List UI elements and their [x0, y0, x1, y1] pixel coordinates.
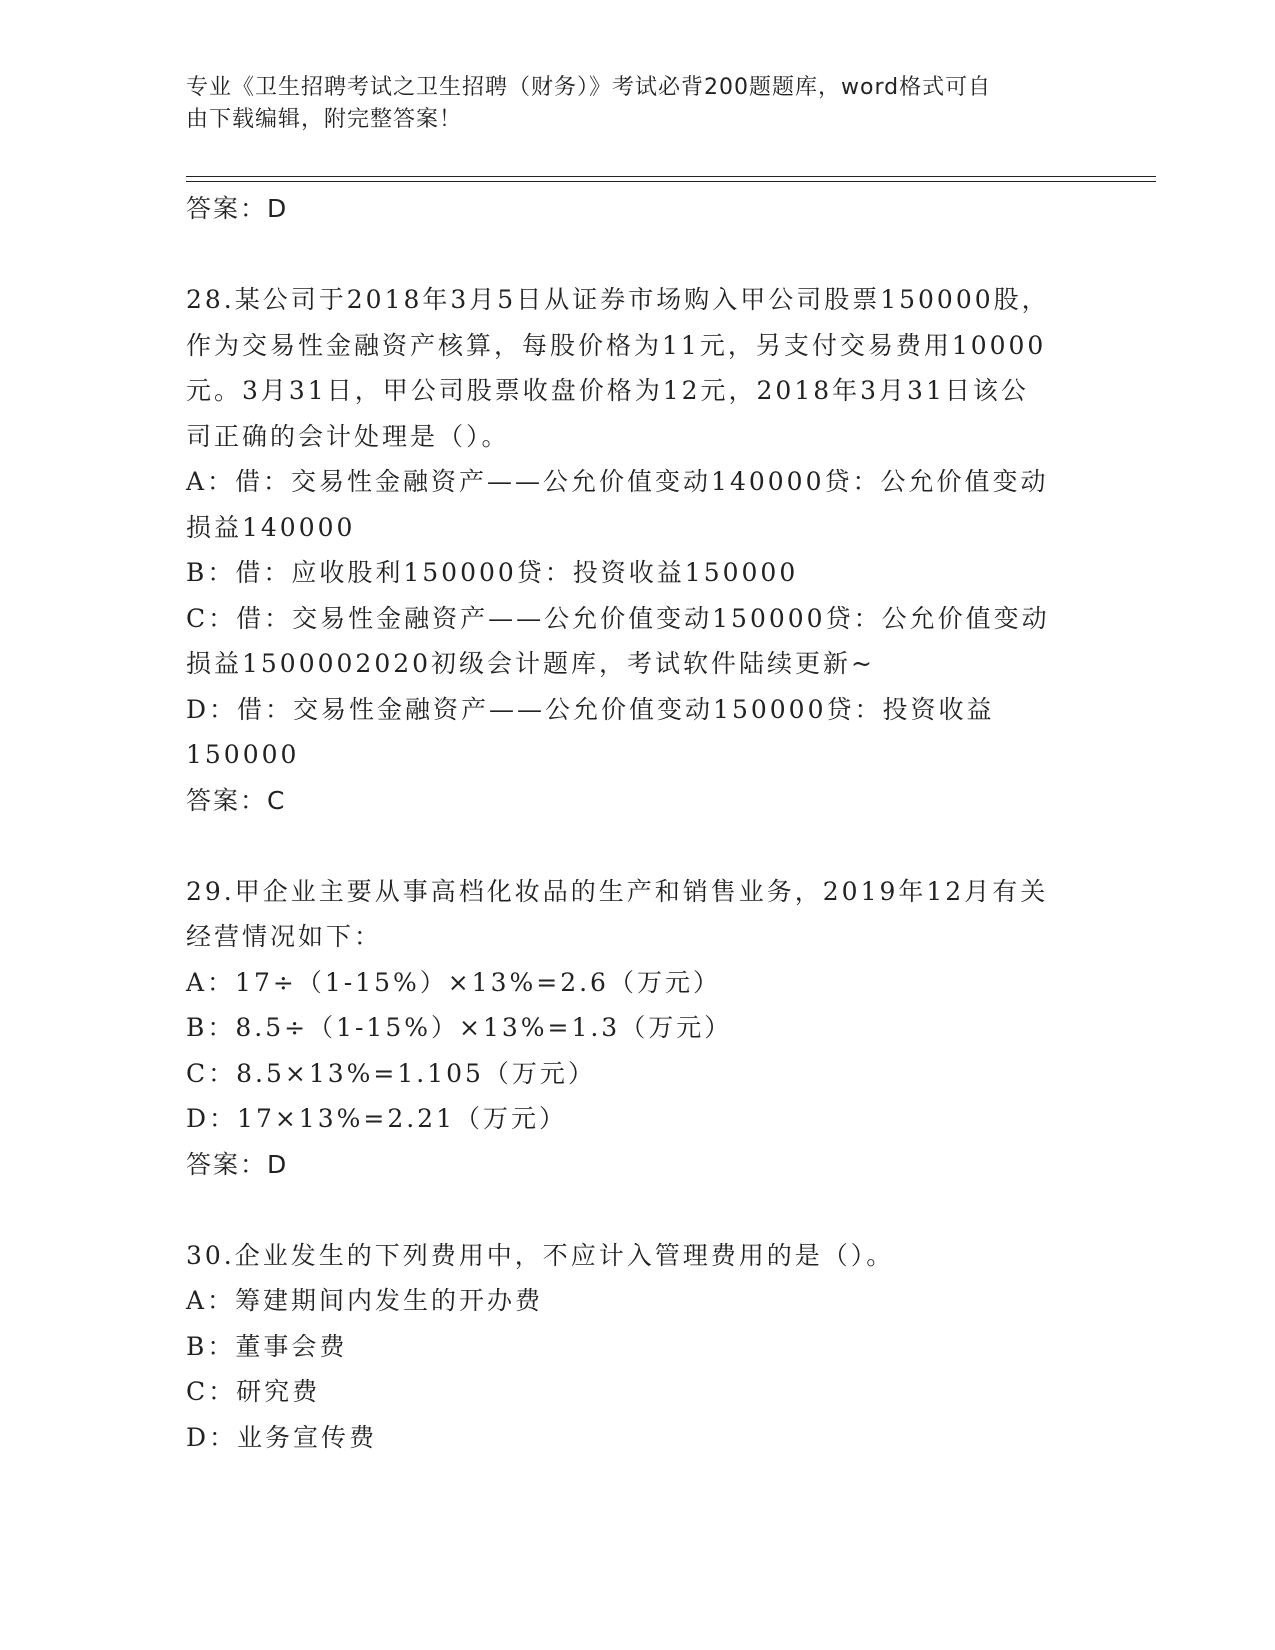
header-rule-top: [186, 176, 1156, 177]
question-29-stem-line: 经营情况如下：: [186, 922, 383, 951]
question-28: [186, 277, 1086, 823]
question-28-stem-line: 元。3月31日，甲公司股票收盘价格为12元，2018年3月31日该公: [186, 376, 1029, 405]
question-29-option-c: C：8.5×13%=1.105（万元）: [186, 1058, 596, 1088]
question-28-stem-line: 作为交易性金融资产核算，每股价格为11元，另支付交易费用10000: [186, 330, 1047, 360]
question-29-answer: 答案：D: [186, 1149, 289, 1179]
question-28-answer: 答案：C: [186, 785, 287, 815]
question-30-option-b: B：董事会费: [186, 1331, 348, 1361]
question-29-stem-line: 29.甲企业主要从事高档化妆品的生产和销售业务，2019年12月有关: [186, 876, 1049, 906]
question-30: [186, 1233, 1086, 1461]
question-28-option-d-cont: 150000: [186, 740, 300, 769]
answer-previous: 答案：D: [186, 194, 289, 223]
question-30-option-c: C：研究费: [186, 1377, 321, 1406]
question-30-option-a: A：筹建期间内发生的开办费: [186, 1286, 544, 1315]
question-content: [186, 186, 1086, 1460]
question-28-stem-line: 28.某公司于2018年3月5日从证券市场购入甲公司股票150000股，: [186, 285, 1050, 314]
question-28-option-b: B：借：应收股利150000贷：投资收益150000: [186, 558, 799, 587]
question-28-option-c-cont: 损益1500002020初级会计题库，考试软件陆续更新~: [186, 649, 876, 678]
spacer: [186, 232, 1086, 278]
spacer: [186, 1187, 1086, 1233]
question-28-option-a-cont: 损益140000: [186, 512, 356, 542]
spacer: [186, 823, 1086, 869]
header-line-1: 专业《卫生招聘考试之卫生招聘（财务）》考试必背200题题库，word格式可自: [186, 75, 992, 100]
question-28-stem-line: 司正确的会计处理是（）。: [186, 421, 510, 451]
page-header: [186, 72, 1066, 136]
question-29-option-b: B：8.5÷（1-15%）×13%=1.3（万元）: [186, 1013, 733, 1042]
header-line-2: 由下载编辑，附完整答案！: [186, 107, 463, 132]
question-30-stem-line: 30.企业发生的下列费用中，不应计入管理费用的是（）。: [186, 1240, 895, 1270]
header-rule-bottom: [186, 181, 1156, 182]
question-28-option-a: A：借：交易性金融资产——公允价值变动140000贷：公允价值变动: [186, 467, 1049, 496]
question-29-option-d: D：17×13%=2.21（万元）: [186, 1104, 567, 1133]
question-29: [186, 869, 1086, 1188]
question-28-option-d: D：借：交易性金融资产——公允价值变动150000贷：投资收益: [186, 694, 995, 724]
question-30-option-d: D：业务宣传费: [186, 1422, 378, 1452]
question-29-option-a: A：17÷（1-15%）×13%=2.6（万元）: [186, 967, 721, 997]
question-28-option-c: C：借：交易性金融资产——公允价值变动150000贷：公允价值变动: [186, 603, 1050, 633]
